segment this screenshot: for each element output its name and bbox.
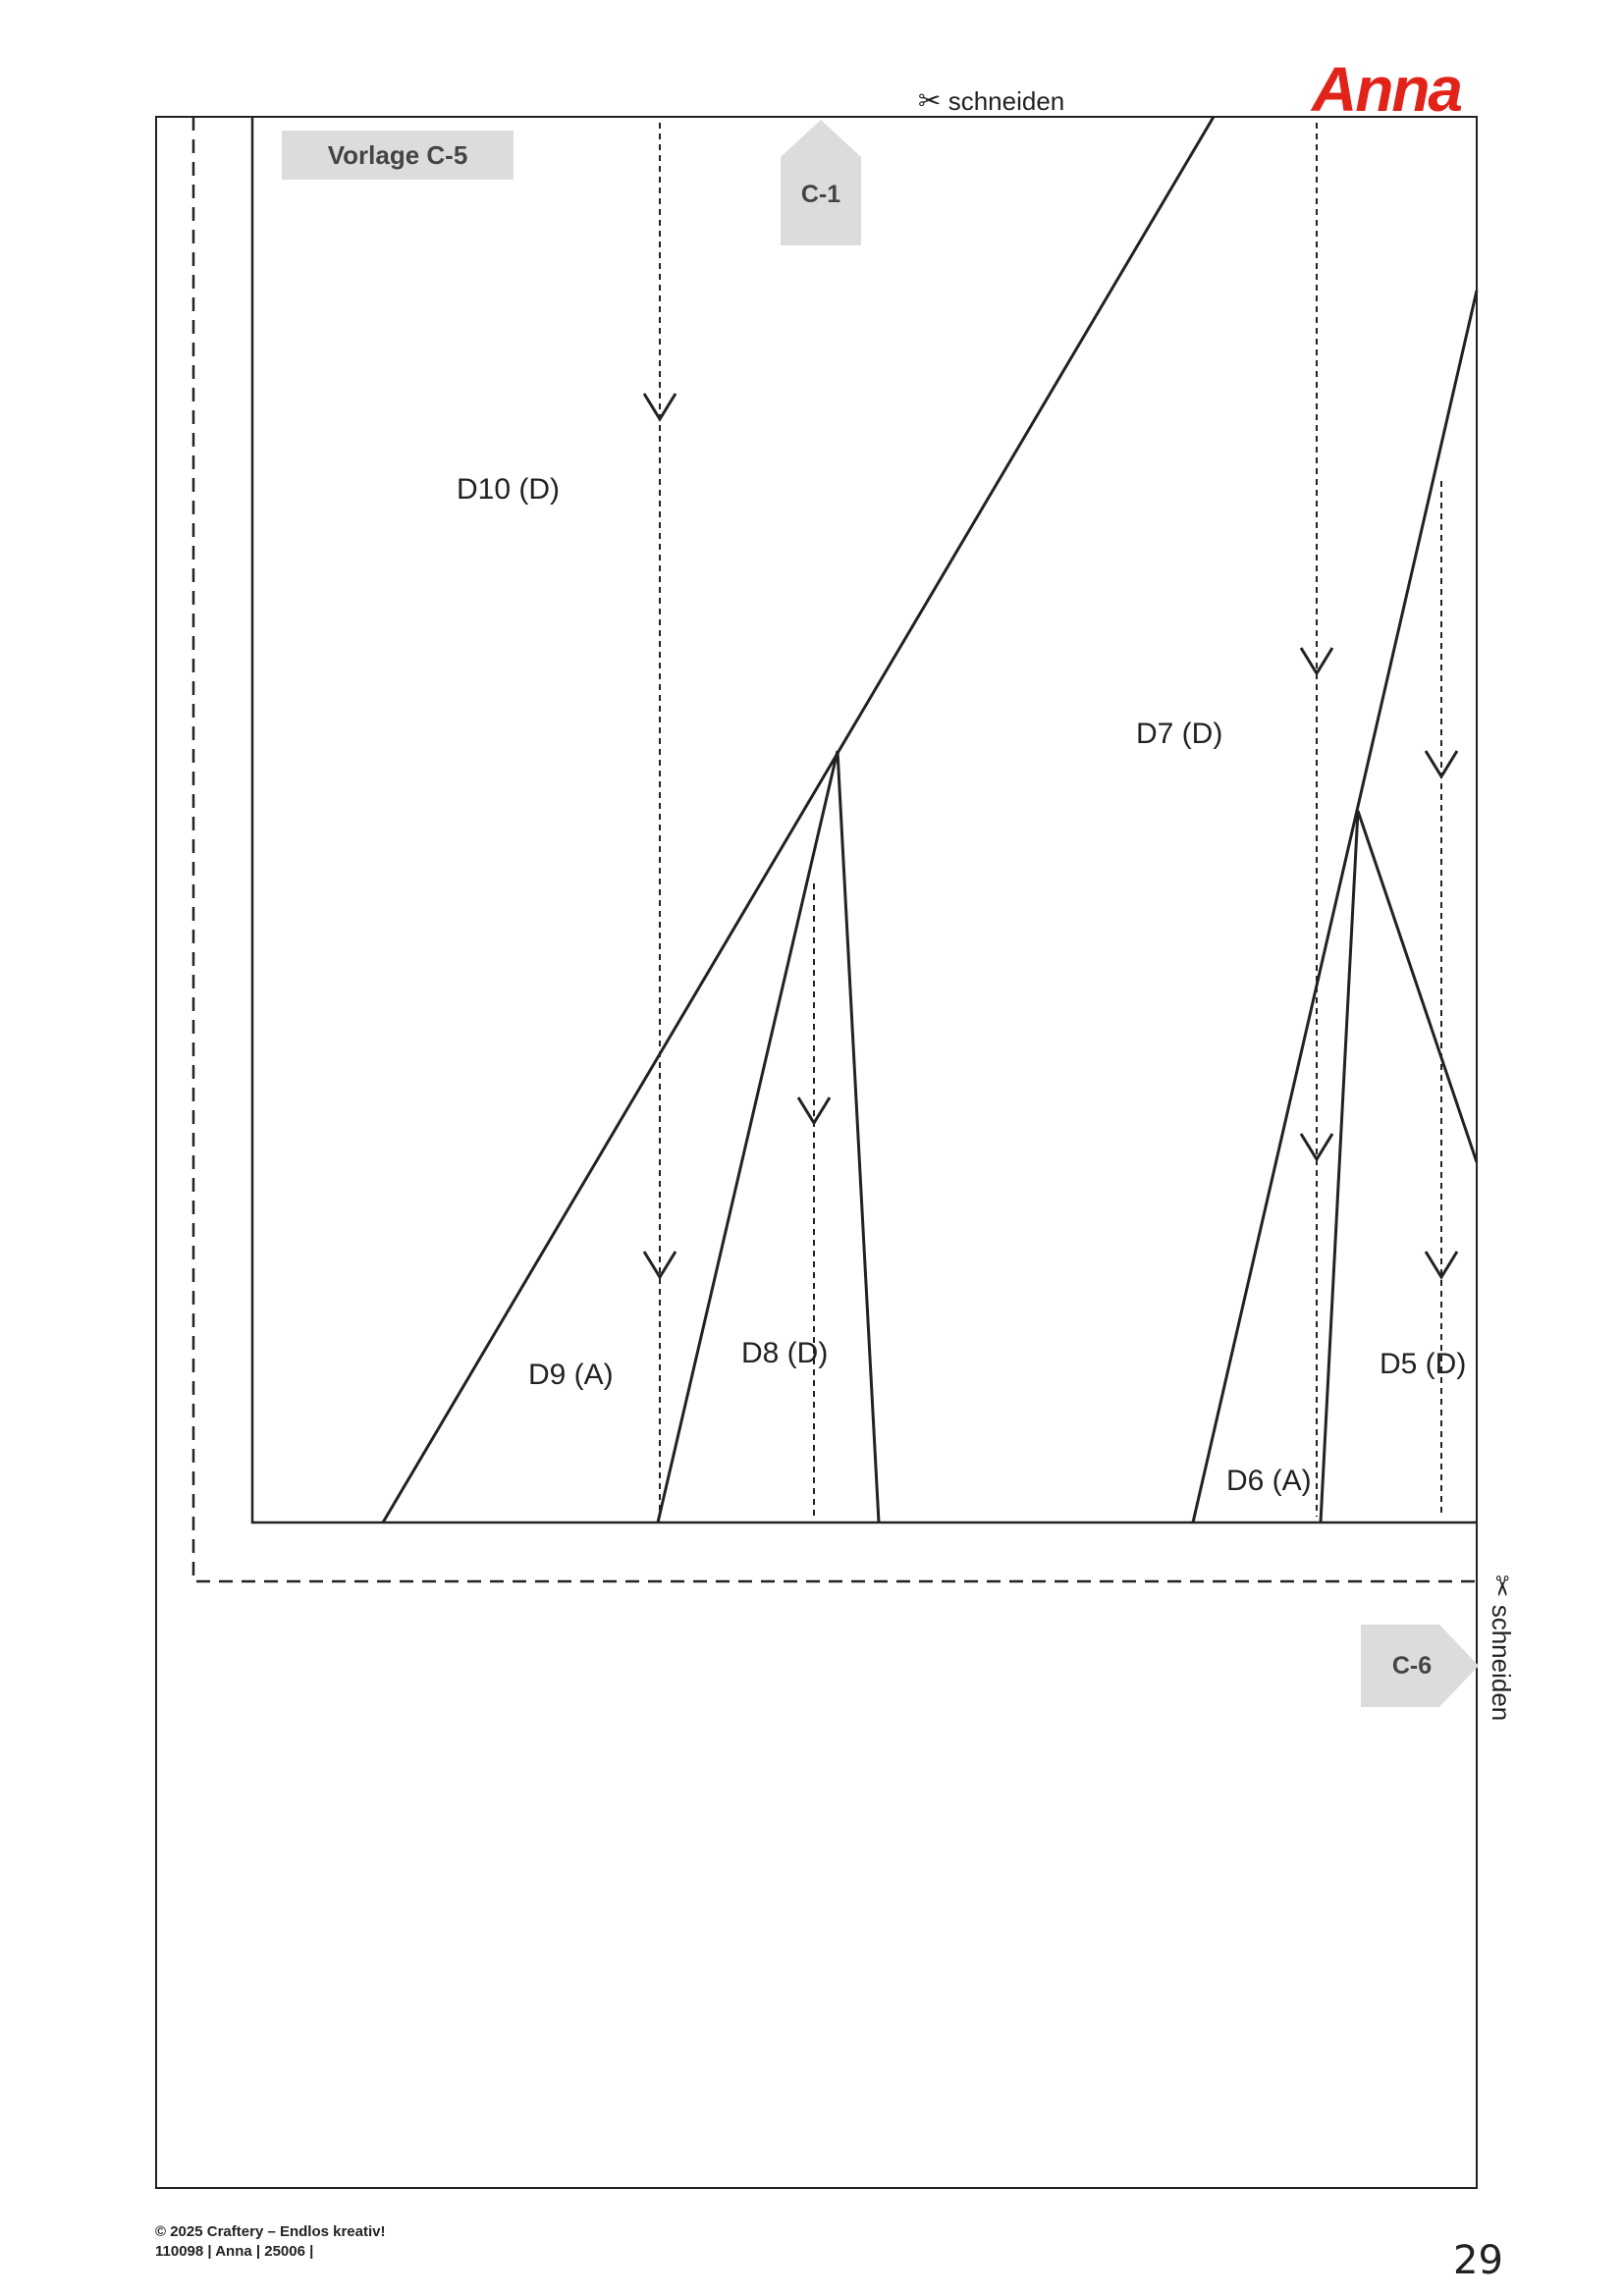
cut-line-dashed [193, 117, 1477, 1581]
footer-copyright: © 2025 Craftery – Endlos kreativ! [155, 2223, 386, 2240]
scissors-icon: ✂ [918, 84, 942, 117]
seam-line [1321, 811, 1358, 1522]
piece-label-d5: D5 (D) [1380, 1348, 1467, 1380]
template-title: Vorlage C-5 [282, 131, 514, 180]
chevron-down-icon [1301, 1134, 1332, 1159]
seam-line [383, 117, 1214, 1522]
footer [155, 2222, 386, 2262]
grainlines [660, 123, 1441, 1517]
seam-line [1193, 291, 1477, 1522]
brand-logo: Anna [1312, 54, 1461, 125]
piece-label-d6: D6 (A) [1226, 1465, 1312, 1497]
footer-code: 110098 | Anna | 25006 | [155, 2243, 314, 2260]
neighbor-tag-top-label: C-1 [800, 181, 841, 208]
seam-line [838, 751, 879, 1522]
cut-label-top [918, 84, 1064, 117]
piece-label-d8: D8 (D) [741, 1337, 829, 1369]
cut-label-right [1486, 1575, 1518, 1721]
cut-text-right: schneiden [1487, 1604, 1516, 1722]
template-frame [252, 117, 1477, 1522]
piece-label-d7: D7 (D) [1136, 718, 1223, 750]
neighbor-tag-top [781, 120, 861, 245]
piece-label-d10: D10 (D) [457, 473, 561, 506]
piece-label-d9: D9 (A) [528, 1359, 614, 1391]
chevron-down-icon [1301, 648, 1332, 673]
chevron-down-icon [644, 1252, 676, 1277]
piece-outlines [383, 117, 1477, 1522]
seam-line [1358, 811, 1477, 1162]
grainline-arrows [644, 394, 1457, 1277]
scissors-icon: ✂ [1486, 1575, 1518, 1598]
neighbor-tag-right-label: C-6 [1391, 1652, 1433, 1680]
cut-text-top: schneiden [947, 86, 1065, 116]
page-number: 29 [1453, 2238, 1503, 2283]
seam-line [658, 751, 838, 1522]
neighbor-tag-right [1361, 1625, 1483, 1707]
